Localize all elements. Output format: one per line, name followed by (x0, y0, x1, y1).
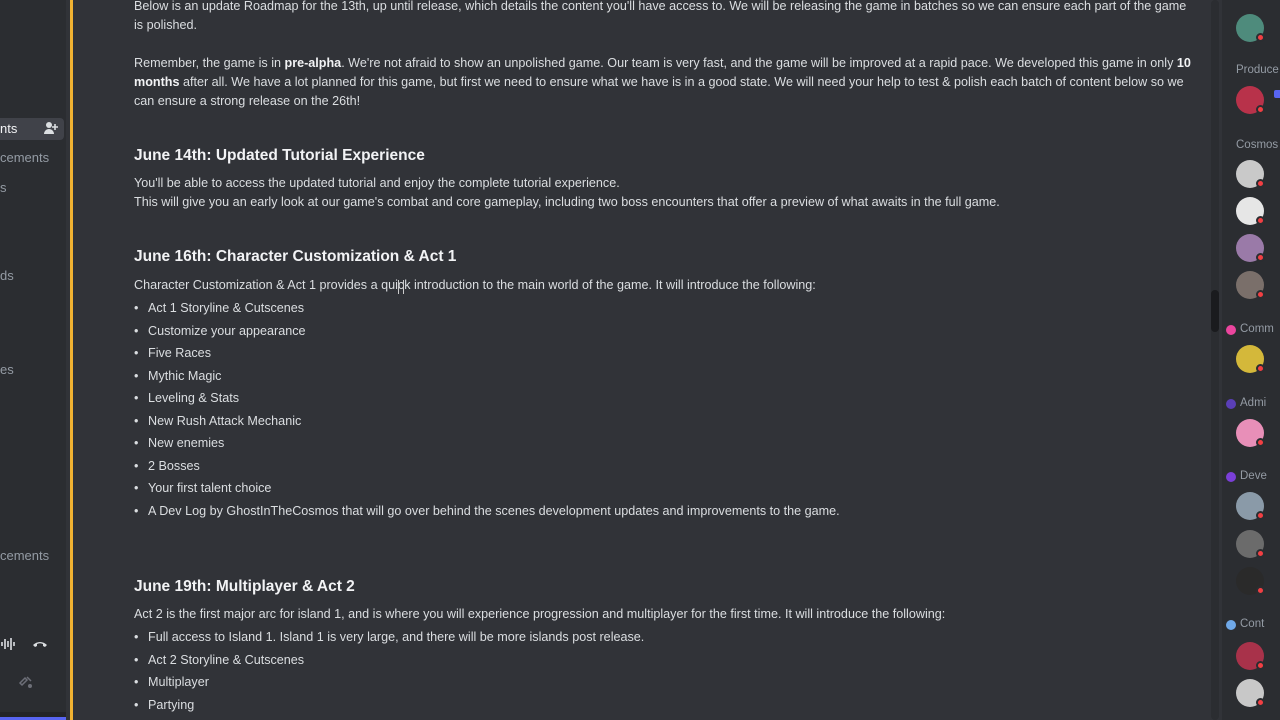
role-icon (1226, 620, 1236, 630)
section-text: This will give you an early look at our game's combat and core gameplay, including two boss encounters that offer a preview of what awaits in the full game. (134, 195, 1000, 209)
text-cursor (398, 280, 404, 294)
status-indicator (1256, 549, 1265, 558)
list-item: • Partying (134, 694, 644, 717)
status-indicator (1256, 216, 1265, 225)
member-list (1222, 0, 1280, 720)
add-user-icon[interactable] (43, 120, 59, 139)
member-group-label: Comm (1240, 323, 1274, 335)
soundwave-icon[interactable] (0, 636, 18, 655)
list-item: • Five Races (134, 342, 840, 365)
channel-sidebar (0, 0, 66, 720)
list-item: • Act 2 Storyline & Cutscenes (134, 649, 644, 672)
intro-paragraph-2: Remember, the game is in pre-alpha. We're not afraid to show an unpolished game. Our team is very fast, and the game will be improved at a rapid pace. We developed this game in only 10 months after all. We have a lot planned for this game, but first we need to ensure what we have is in a good state. We will need your help to test & polish each batch of content below so we can ensure a strong release on the 26th! (134, 56, 1191, 108)
member-group-label: Cont (1240, 618, 1265, 630)
channel-item-active[interactable]: nts (0, 121, 18, 136)
list-item: • Full access to Island 1. Island 1 is very large, and there will be more islands post release. (134, 626, 644, 649)
member-name[interactable] (1274, 90, 1280, 98)
list-item: • 2 Bosses (134, 455, 840, 478)
bullet-list (134, 297, 840, 522)
status-indicator (1256, 179, 1265, 188)
member-group-label: Admi (1240, 397, 1267, 409)
list-item: • Multiplayer (134, 671, 644, 694)
list-item: • Leveling & Stats (134, 387, 840, 410)
role-icon (1226, 399, 1236, 409)
list-item: • Act 1 Storyline & Cutscenes (134, 297, 840, 320)
member-group-label: Produce (1236, 64, 1279, 76)
channel-item[interactable]: ds (0, 268, 14, 283)
status-indicator (1256, 33, 1265, 42)
phone-hangup-icon[interactable] (32, 638, 48, 653)
bullet-list (134, 626, 644, 716)
status-indicator (1256, 364, 1265, 373)
section-heading: June 16th: Character Customization & Act 1 (134, 248, 457, 265)
status-indicator (1256, 253, 1265, 262)
scrollbar-thumb[interactable] (1211, 290, 1219, 332)
scrollbar-track[interactable] (1211, 0, 1219, 720)
status-indicator (1256, 698, 1265, 707)
soundboard-icon[interactable] (18, 674, 34, 693)
intro-paragraph: Below is an update Roadmap for the 13th, up until release, which details the content you'll have access to. We will be releasing the game in batches so we can ensure each part of the game is polished. (134, 0, 1187, 32)
status-indicator (1256, 438, 1265, 447)
channel-item[interactable]: es (0, 362, 14, 377)
channel-item[interactable]: cements (0, 150, 50, 165)
list-item: • New Rush Attack Mechanic (134, 410, 840, 433)
message-content (134, 0, 1194, 720)
status-indicator (1256, 105, 1265, 114)
list-item: • Your first talent choice (134, 477, 840, 500)
status-indicator (1256, 290, 1265, 299)
role-icon (1226, 472, 1236, 482)
list-item: • A Dev Log by GhostInTheCosmos that will go over behind the scenes development updates and improvements to the game. (134, 500, 840, 523)
status-indicator (1256, 661, 1265, 670)
section-heading: June 19th: Multiplayer & Act 2 (134, 578, 355, 595)
channel-item[interactable]: s (0, 180, 7, 195)
status-indicator (1256, 511, 1265, 520)
section-heading: June 14th: Updated Tutorial Experience (134, 147, 425, 164)
role-icon (1226, 325, 1236, 335)
member-group-label: Deve (1240, 470, 1267, 482)
list-item: • Customize your appearance (134, 320, 840, 343)
channel-item[interactable]: cements (0, 548, 50, 563)
announcement-accent-border (70, 0, 73, 720)
section-text: You'll be able to access the updated tutorial and enjoy the complete tutorial experience. (134, 176, 620, 190)
section-text: Character Customization & Act 1 provides a quick introduction to the main world of the game. It will introduce the following: (134, 278, 816, 292)
member-group-label: Cosmos (1236, 139, 1279, 151)
section-text: Act 2 is the first major arc for island 1, and is where you will experience progression and multiplayer for the first time. It will introduce the following: (134, 607, 946, 621)
status-indicator (1256, 586, 1265, 595)
list-item: • New enemies (134, 432, 840, 455)
list-item: • Mythic Magic (134, 365, 840, 388)
